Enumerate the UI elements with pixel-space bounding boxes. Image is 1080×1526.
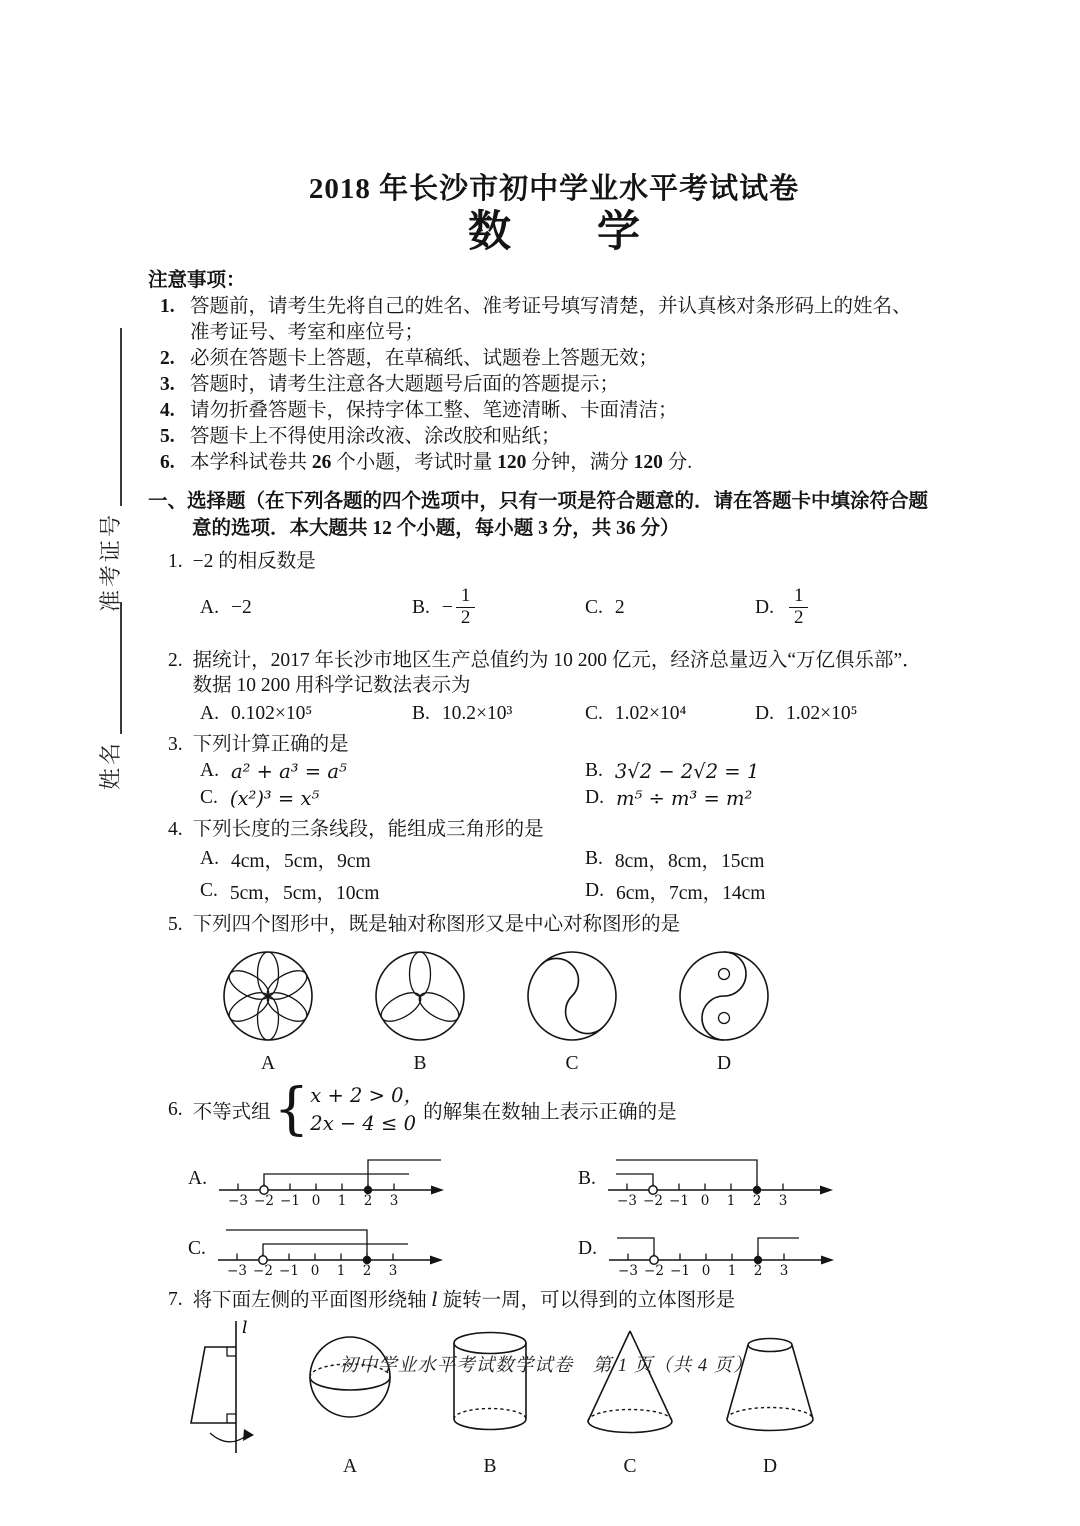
question-number: 6.: [168, 1098, 183, 1120]
numberline-d-figure: [603, 1218, 835, 1280]
section1-heading-line1: 一、选择题（在下列各题的四个选项中，只有一项是符合题意的．请在答题卡中填涂符合题: [148, 490, 929, 512]
notice-item-6: [148, 450, 960, 476]
svg-text:0: 0: [310, 1263, 320, 1280]
option-c: C. (x²)³ = x⁵: [200, 786, 320, 810]
cone-icon: [575, 1317, 685, 1449]
svg-text:l: l: [242, 1318, 248, 1339]
subject-title: 数 学: [468, 209, 640, 256]
svg-text:3: 3: [388, 1263, 398, 1280]
trapezoid-axis-figure: [174, 1317, 274, 1467]
svg-text:0: 0: [311, 1193, 321, 1210]
option-d: D. $\frac{1}{2}$: [755, 586, 960, 629]
notice-item-number: 5.: [160, 425, 175, 447]
figure-label: C: [565, 1052, 579, 1074]
svg-text:−1: −1: [278, 1263, 299, 1280]
svg-text:−3: −3: [228, 1193, 248, 1210]
figure-swirl-circle: [496, 946, 648, 1075]
numberline-b-figure: [602, 1148, 834, 1210]
figure-label: C: [623, 1456, 637, 1478]
notice-item-text: 请勿折叠答题卡，保持字体工整、笔迹清晰、卡面清洁；: [190, 399, 678, 421]
yin-yang-icon: [674, 946, 774, 1046]
swirl-icon: [522, 946, 622, 1046]
question-stem: 下列计算正确的是: [192, 733, 349, 755]
seal-name-field: [94, 602, 125, 790]
notice-item-text: 答题卡上不得使用涂改液、涂改胶和贴纸；: [190, 425, 561, 447]
option-b: B. − $\frac{1}{2}$: [412, 586, 585, 629]
figure-rotation-axis: [174, 1317, 280, 1473]
figure-cone: [560, 1317, 700, 1478]
svg-text:0: 0: [701, 1263, 711, 1280]
question-stem: 下列四个图形中，既是轴对称图形又是中心对称图形的是: [192, 914, 681, 936]
option-a: A. 4cm，5cm，9cm: [200, 848, 371, 873]
notice-item-text: 必须在答题卡上答题，在草稿纸、试题卷上答题无效；: [190, 348, 659, 370]
figure-label: A: [260, 1052, 276, 1074]
numberline-c-figure: [212, 1218, 444, 1280]
flower-in-circle-icon: [218, 946, 318, 1046]
figure-yinyang-circle: [648, 946, 800, 1075]
notice-item-text: 本学科试卷共 26 个小题，考试时量 120 分钟，满分 120 分.: [190, 451, 693, 473]
question-2: [148, 648, 960, 725]
option-c: C. 1.02×10⁴: [585, 702, 687, 724]
notice-item-2: [148, 346, 960, 372]
question-stem: 的解集在数轴上表示正确的是: [423, 1101, 677, 1123]
figure-cylinder: [420, 1317, 560, 1478]
notice-item-1: [148, 294, 960, 346]
question-stem: 数据 10 200 用科学记数法表示为: [192, 675, 471, 697]
notice-item-number: 3.: [160, 373, 175, 395]
svg-text:−3: −3: [226, 1263, 247, 1280]
svg-text:−2: −2: [254, 1193, 274, 1210]
notice-item-3: [148, 372, 960, 398]
svg-text:1: 1: [337, 1193, 347, 1210]
option-b: B. 8cm，8cm，15cm: [585, 848, 765, 873]
option-a: A. 0.102×10⁵: [200, 702, 313, 724]
option-d: D. 1.02×10⁵: [755, 702, 858, 724]
option-d: D. 6cm，7cm，14cm: [585, 880, 766, 905]
notice-item-number: 2.: [160, 348, 175, 370]
notice-section: [148, 268, 960, 475]
question-number: 7.: [168, 1289, 183, 1311]
option-b: B. 3√2 − 2√2 = 1: [585, 759, 760, 783]
notice-item-number: 1.: [160, 296, 175, 318]
question-3: [148, 732, 960, 810]
numberline-option-a: A. −3 −2 −1 0 1 2 3: [188, 1148, 578, 1210]
option-c: C. 5cm，5cm，10cm: [200, 880, 380, 905]
notice-item-4: [148, 398, 960, 424]
question-number: 3.: [168, 733, 183, 755]
figure-frustum: [700, 1317, 840, 1478]
svg-text:3: 3: [779, 1263, 789, 1280]
question-number: 1.: [168, 551, 183, 573]
svg-text:2: 2: [752, 1193, 762, 1210]
notice-item-text: 准考证号、考室和座位号；: [190, 322, 425, 344]
question-stem: 据统计，2017 年长沙市地区生产总值约为 10 200 亿元，经济总量迈入“万亿俱乐部”．: [192, 649, 922, 671]
figure-label: B: [483, 1456, 497, 1478]
question-1: [148, 549, 960, 640]
svg-text:−3: −3: [618, 1263, 638, 1280]
fraction: $\frac{1}{2}$: [789, 586, 809, 629]
examno-label: 准考证号: [98, 511, 123, 612]
notice-item-5: [148, 424, 960, 450]
figure-sphere: [280, 1317, 420, 1478]
option-a: A. a² + a³ = a⁵: [200, 759, 347, 783]
notice-item-number: 4.: [160, 399, 175, 421]
main-content: [148, 0, 960, 1478]
question-5: [148, 912, 960, 1074]
option-value: 2: [614, 596, 625, 618]
svg-text:1: 1: [726, 1193, 736, 1210]
option-b: B. 10.2×10³: [412, 702, 513, 724]
frustum-icon: [715, 1317, 825, 1449]
svg-text:−2: −2: [252, 1263, 273, 1280]
minus-sign: −: [441, 596, 453, 618]
question-number: 5.: [168, 914, 183, 936]
name-blank-line: [98, 602, 122, 734]
question-stem: 下列长度的三条线段，能组成三角形的是: [192, 818, 544, 840]
question-6: [148, 1076, 960, 1281]
option-value: −2: [230, 596, 252, 618]
seal-examno-field: [94, 328, 125, 612]
name-label: 姓名: [98, 739, 123, 790]
question-number: 4.: [168, 818, 183, 840]
svg-text:−2: −2: [644, 1263, 664, 1280]
option-a: A. −2: [200, 596, 252, 618]
examno-blank-line: [98, 328, 122, 506]
svg-text:0: 0: [700, 1193, 710, 1210]
figure-label: B: [413, 1052, 427, 1074]
question-7: [148, 1287, 960, 1478]
notice-item-number: 6.: [160, 451, 175, 473]
svg-text:1: 1: [336, 1263, 346, 1280]
system-brace: {: [273, 1076, 310, 1142]
question-stem: 将下面左侧的平面图形绕轴 l 旋转一周，可以得到的立体图形是: [192, 1288, 736, 1312]
svg-text:3: 3: [389, 1193, 399, 1210]
svg-text:2: 2: [753, 1263, 763, 1280]
section1-heading-line2: 意的选项．本大题共 12 个小题，每小题 3 分，共 36 分）: [192, 517, 680, 539]
notice-item-text: 答题时，请考生注意各大题题号后面的答题提示；: [190, 373, 620, 395]
svg-text:−3: −3: [616, 1193, 637, 1210]
notice-heading: 注意事项：: [148, 270, 246, 292]
figure-trefoil-circle: [344, 946, 496, 1075]
section1-heading: [148, 489, 960, 543]
cylinder-icon: [435, 1317, 545, 1449]
svg-text:1: 1: [727, 1263, 737, 1280]
numberline-option-b: B. −3 −2 −1 0 1 2 3: [578, 1148, 960, 1210]
question-stem: −2 的相反数是: [192, 551, 316, 573]
question-stem: 不等式组: [192, 1101, 271, 1123]
svg-text:−1: −1: [280, 1193, 300, 1210]
svg-text:−1: −1: [668, 1193, 689, 1210]
numberline-a-figure: [213, 1148, 445, 1210]
sphere-icon: [295, 1317, 405, 1449]
notice-item-text: 答题前，请考生先将自己的姓名、准考证号填写清楚，并认真核对条形码上的姓名、: [190, 296, 912, 318]
inequality-system: x + 2 > 0， 2x − 4 ≤ 0: [310, 1083, 424, 1135]
svg-text:2: 2: [362, 1263, 372, 1280]
figure-label: A: [342, 1456, 358, 1478]
figure-label: D: [716, 1052, 732, 1074]
svg-text:−2: −2: [642, 1193, 663, 1210]
page-footer: 初中学业水平考试数学试卷 第 1 页（共 4 页）: [339, 1356, 753, 1376]
numberline-option-d: D. −3 −2 −1 0 1 2 3: [578, 1218, 960, 1280]
trefoil-in-circle-icon: [370, 946, 470, 1046]
fraction: $\frac{1}{2}$: [456, 586, 476, 629]
option-d: D. m⁵ ÷ m³ = m²: [585, 786, 753, 810]
numberline-option-c: C. −3 −2 −1 0 1 2 3: [188, 1218, 578, 1280]
figure-flower-circle: [192, 946, 344, 1075]
figure-label: D: [762, 1456, 778, 1478]
svg-text:3: 3: [778, 1193, 788, 1210]
question-number: 2.: [168, 649, 183, 671]
exam-title: 2018 年长沙市初中学业水平考试试卷: [308, 173, 800, 205]
question-4: [148, 817, 960, 905]
svg-text:−1: −1: [670, 1263, 690, 1280]
svg-text:2: 2: [363, 1193, 373, 1210]
axis-letter: l: [431, 1288, 438, 1312]
option-c: C. 2: [585, 596, 625, 618]
